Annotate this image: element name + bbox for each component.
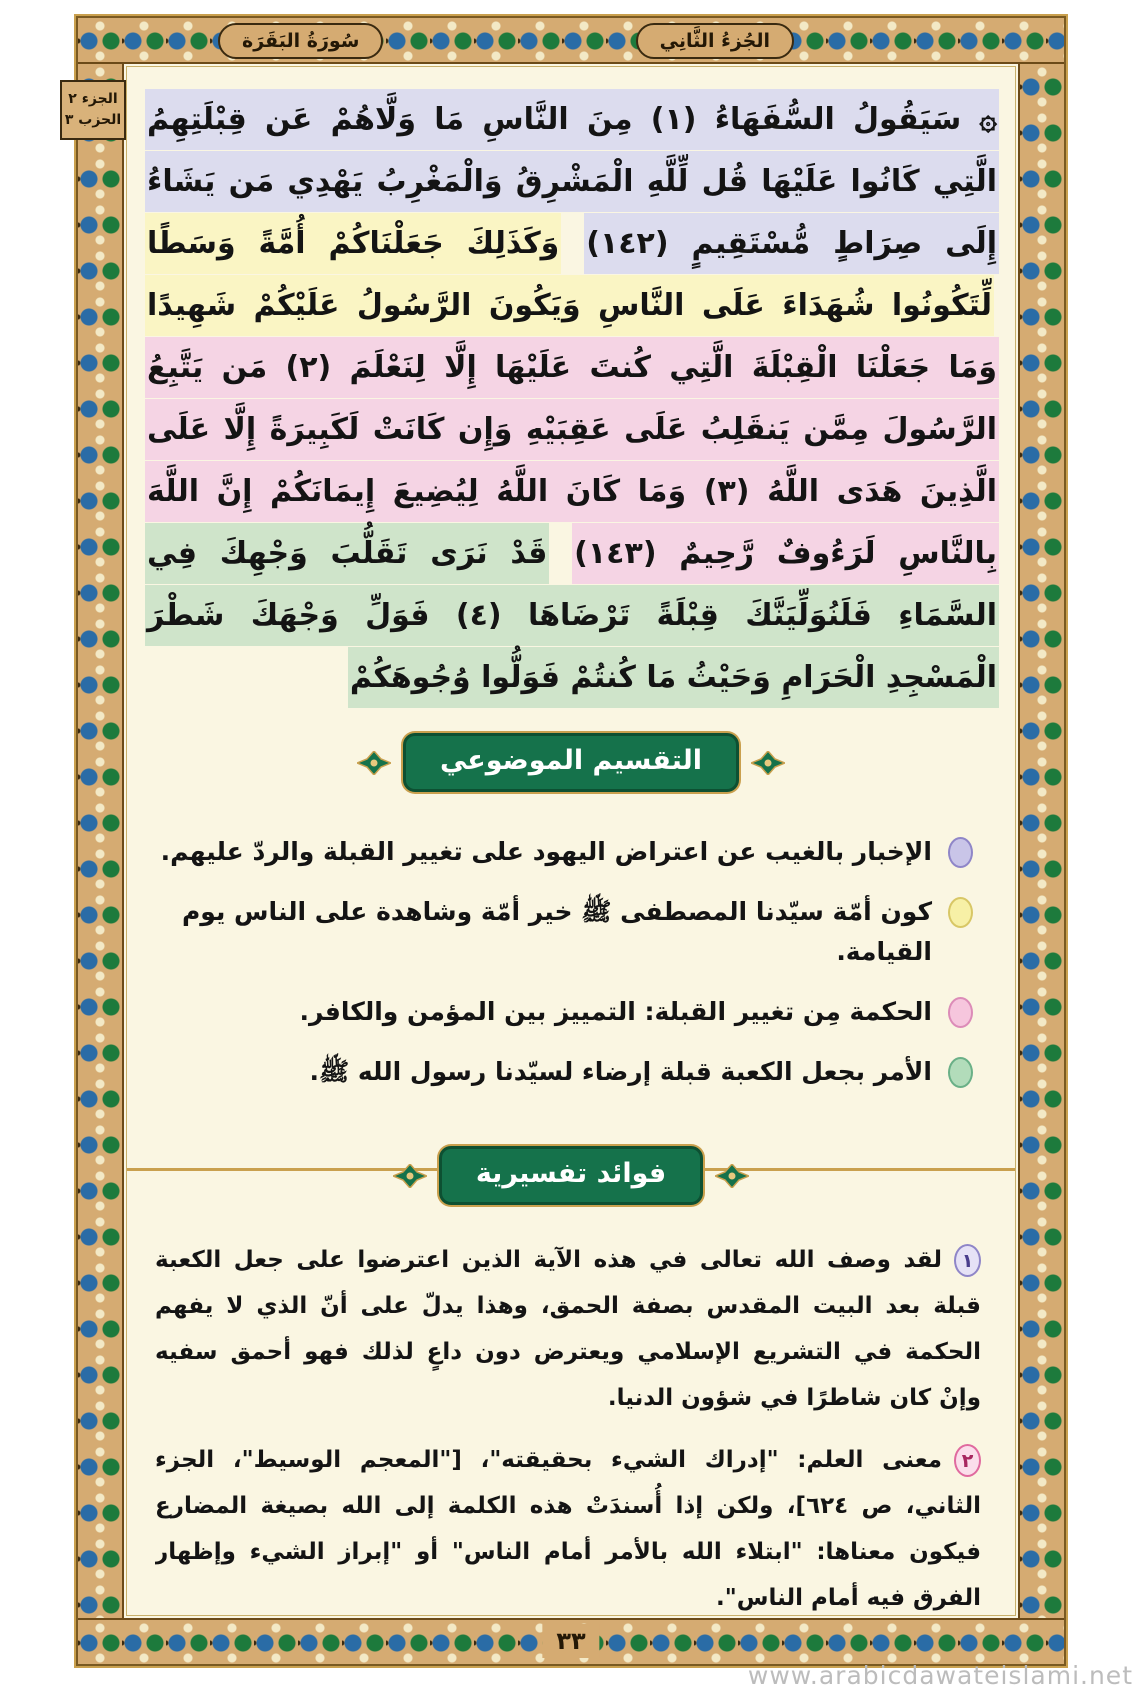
bullet-dot-icon — [948, 1057, 973, 1088]
surah-title-cartouche — [218, 23, 383, 59]
thematic-point-text: الأمر بجعل الكعبة قبلة إرضاء لسيّدنا رسول الله ﷺ. — [309, 1057, 932, 1086]
ornamental-frame — [64, 16, 1066, 1666]
tafsir-note-text: معنى العلم: "إدراك الشيء بحقيقته"، ["المعجم الوسيط"، الجزء الثاني، ص ٦٢٤]، ولكن إذا أُسندَتْ هذه الكلمة إلى الله بصيغة المضارع فيكون معناها: "ابتلاء الله بالأمر أمام الناس" أو "إبراز الشيء وإظهار الفرق فيه أمام الناس". — [155, 1447, 981, 1611]
note-number-badge: ٢ — [954, 1444, 981, 1477]
quran-verse-segment: وَمَا جَعَلْنَا الْقِبْلَةَ الَّتِي كُنتَ عَلَيْهَا إِلَّا لِنَعْلَمَ (٢) مَن يَتَّبِعُ الرَّسُولَ مِمَّن يَنقَلِبُ عَلَى عَقِبَيْهِ وَإِن كَانَتْ لَكَبِيرَةً إِلَّا عَلَى الَّذِينَ هَدَى اللَّهُ (٣) وَمَا كَانَ اللَّهُ لِيُضِيعَ إِيمَانَكُمْ إِنَّ اللَّهَ بِالنَّاسِ لَرَءُوفٌ رَّحِيمٌ (١٤٣) — [145, 337, 999, 584]
leaf-ornament-icon — [715, 1164, 749, 1188]
watermark-text: www.arabicdawateislami.net — [747, 1661, 1133, 1690]
thematic-point-item — [151, 832, 973, 872]
tafsir-banner-row — [127, 1146, 1015, 1205]
thematic-points-list — [127, 798, 1015, 1116]
bullet-dot-icon — [948, 997, 973, 1028]
thematic-point-text: الإخبار بالغيب عن اعتراض اليهود على تغيير القبلة والردّ عليهم. — [160, 837, 932, 866]
quran-verses — [127, 67, 1015, 715]
tafsir-note-item — [155, 1437, 981, 1616]
leaf-ornament-icon — [393, 1164, 427, 1188]
juz-hizb-marker — [60, 80, 126, 140]
hizb-marker-line: الحزب ٣ — [64, 112, 122, 128]
page-content — [126, 66, 1016, 1616]
border-band-left — [78, 64, 124, 1618]
note-number-badge: ١ — [954, 1244, 981, 1277]
leaf-ornament-icon — [357, 751, 391, 775]
surah-title: سُورَةُ البَقَرَة — [242, 30, 360, 52]
bullet-dot-icon — [948, 897, 973, 928]
page-number: ٣٣ — [542, 1624, 599, 1658]
thematic-point-text: الحكمة مِن تغيير القبلة: التمييز بين المؤمن والكافر. — [299, 997, 932, 1026]
thematic-point-text: كون أمّة سيّدنا المصطفى ﷺ خير أمّة وشاهدة على الناس يوم القيامة. — [181, 897, 932, 966]
thematic-point-item — [151, 1052, 973, 1092]
thematic-point-item — [151, 892, 973, 972]
quran-verse-segment: ۞ سَيَقُولُ السُّفَهَاءُ (١) مِنَ النَّاسِ مَا وَلَّاهُمْ عَن قِبْلَتِهِمُ الَّتِي كَانُوا عَلَيْهَا قُل لِّلَّهِ الْمَشْرِقُ وَالْمَغْرِبُ يَهْدِي مَن يَشَاءُ إِلَى صِرَاطٍ مُّسْتَقِيمٍ (١٤٢) — [145, 89, 999, 274]
thematic-point-item — [151, 992, 973, 1032]
border-band-right — [1018, 64, 1064, 1618]
bullet-dot-icon — [948, 837, 973, 868]
tafsir-section-header — [127, 1146, 1015, 1205]
tafsir-notes-list — [127, 1211, 1015, 1616]
quran-verse-segment: وَكَذَلِكَ جَعَلْنَاكُمْ أُمَّةً وَسَطًا لِّتَكُونُوا شُهَدَاءَ عَلَى النَّاسِ وَيَكُونَ الرَّسُولُ عَلَيْكُمْ شَهِيدًا — [145, 213, 994, 336]
juz-title-cartouche — [636, 23, 794, 59]
thematic-division-banner: التقسيم الموضوعي — [403, 733, 739, 792]
tafsir-note-item — [155, 1237, 981, 1421]
juz-title: الجُزءُ الثَّانِي — [659, 30, 770, 52]
quran-verse-segment: قَدْ نَرَى تَقَلُّبَ وَجْهِكَ فِي السَّمَاءِ فَلَنُوَلِّيَنَّكَ قِبْلَةً تَرْضَاهَا (٤) فَوَلِّ وَجْهَكَ شَطْرَ الْمَسْجِدِ الْحَرَامِ وَحَيْثُ مَا كُنتُمْ فَوَلُّوا وُجُوهَكُمْ — [145, 523, 999, 708]
tafsir-note-text: لقد وصف الله تعالى في هذه الآية الذين اعترضوا على جعل الكعبة قبلة بعد البيت المقدس بصفة الحمق، وهذا يدلّ على أنّ الذي لا يفهم الحكمة في التشريع الإسلامي ويعترض دون داعٍ لذلك فهو أحمق سفيه وإنْ كان شاطرًا في شؤون الدنيا. — [155, 1247, 981, 1411]
leaf-ornament-icon — [751, 751, 785, 775]
juz-marker-line: الجزء ٢ — [68, 91, 118, 107]
tafsir-benefits-banner: فوائد تفسيرية — [439, 1146, 703, 1205]
thematic-banner-row — [127, 733, 1015, 792]
